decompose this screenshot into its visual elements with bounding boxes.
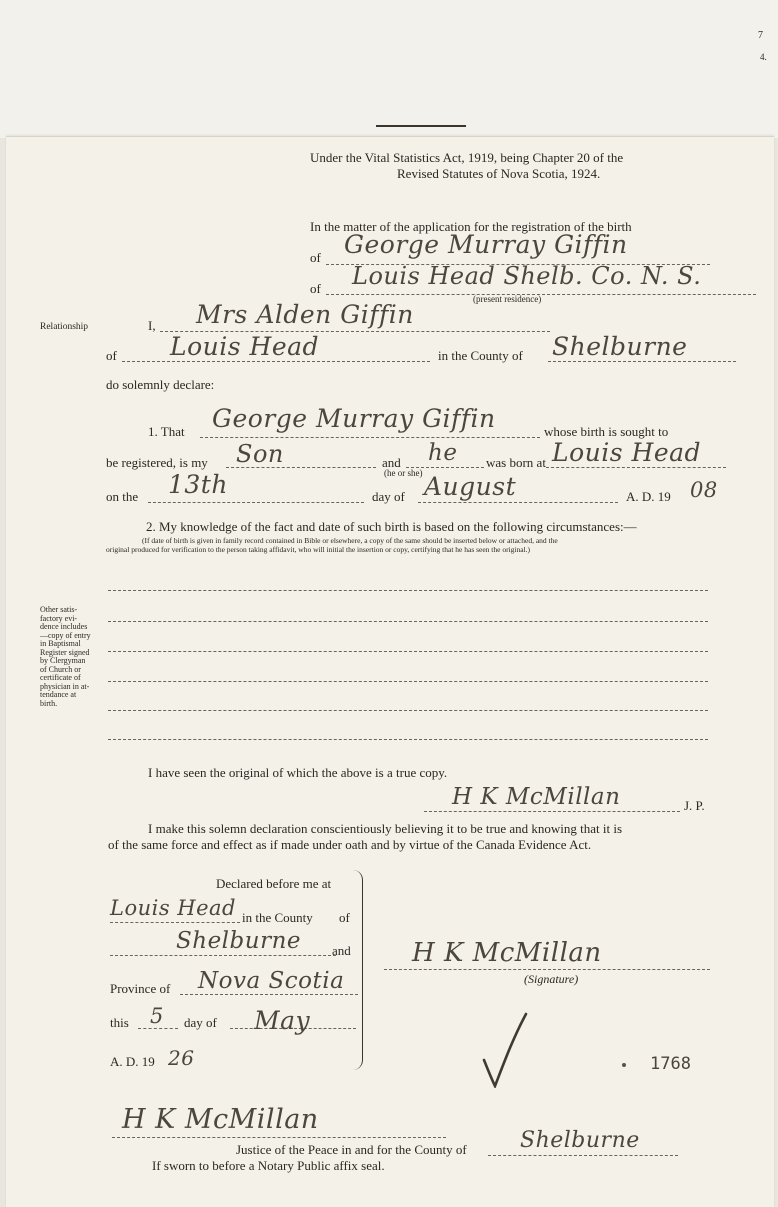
corner-mark: 7 xyxy=(758,30,763,41)
solemn-line-2: of the same force and effect as if made under oath and by virtue of the Canada Evidence Act. xyxy=(108,837,592,852)
margin-note-line: dence includes xyxy=(40,622,88,631)
declared-ad-label: A. D. 19 xyxy=(110,1054,155,1069)
declaration-form xyxy=(6,136,774,1207)
evidence-line-1 xyxy=(108,590,708,591)
justice-text: Justice of the Peace in and for the County of xyxy=(236,1142,467,1157)
declared-and-label: and xyxy=(332,943,351,958)
footer-signature-line xyxy=(112,1137,446,1138)
declared-day: 5 xyxy=(150,1004,164,1028)
declared-of-label: of xyxy=(339,910,350,925)
and-label: and xyxy=(382,455,401,470)
signature-line xyxy=(384,969,710,970)
evidence-line-4 xyxy=(108,681,708,682)
fold-line xyxy=(376,125,466,127)
item1-name-line xyxy=(200,437,540,438)
header-line-1: Under the Vital Statistics Act, 1919, being Chapter 20 of the xyxy=(310,150,624,165)
bracket xyxy=(352,870,363,1070)
of-label-1: of xyxy=(310,250,321,265)
declarant-of-label: of xyxy=(106,348,117,363)
checkmark-icon xyxy=(478,1008,538,1088)
registered-text: be registered, is my xyxy=(106,455,208,470)
declared-day-line xyxy=(138,1028,178,1029)
margin-note-line: of Church or xyxy=(40,664,81,674)
solemn-line-1: I make this solemn declaration conscientiously believing it to be true and knowing that it is xyxy=(148,821,623,836)
declared-county-label: in the County xyxy=(242,910,313,925)
residence-note: (present residence) xyxy=(473,294,542,304)
birth-day: 13th xyxy=(168,470,228,499)
declarant-name: Mrs Alden Giffin xyxy=(196,300,414,329)
this-label: this xyxy=(110,1015,129,1030)
copy-signature: H K McMillan xyxy=(452,784,621,810)
day-of-label: day of xyxy=(372,489,405,504)
province: Nova Scotia xyxy=(198,968,345,994)
jp-label: J. P. xyxy=(684,798,705,813)
margin-note-line: Other satis- xyxy=(40,605,78,614)
whose-text: whose birth is sought to xyxy=(544,424,669,439)
copy-signature-line xyxy=(424,811,680,812)
declare-text: do solemnly declare: xyxy=(106,377,215,392)
born-at-text: was born at xyxy=(486,455,546,470)
margin-note-line: certificate of xyxy=(40,673,81,682)
relationship-label: Relationship xyxy=(40,322,89,332)
margin-note-line: in Baptismal xyxy=(40,639,81,648)
margin-note-line: Register signed xyxy=(40,647,90,657)
declared-day-of-label: day of xyxy=(184,1015,217,1030)
item2-text: 2. My knowledge of the fact and date of such birth is based on the following circumstances:— xyxy=(146,519,637,534)
margin-note-line: factory evi- xyxy=(40,613,78,623)
birth-year: 08 xyxy=(690,478,718,502)
file-dot xyxy=(622,1063,626,1067)
that-label: 1. That xyxy=(148,424,185,439)
declarant-county-line xyxy=(548,361,736,362)
item2-note-2: original produced for verification to the person taking affidavit, who will initial the insertion or copy, certifying that he has seen the original.) xyxy=(106,545,531,554)
i-label: I, xyxy=(148,318,156,333)
declarant-place-line xyxy=(122,361,430,362)
pronoun: he xyxy=(428,440,458,466)
declared-county-line xyxy=(110,955,336,956)
ad-label: A. D. 19 xyxy=(626,489,671,504)
footer-signature: H K McMillan xyxy=(122,1104,319,1135)
margin-note-line: physician in at- xyxy=(40,681,90,691)
margin-note-line: by Clergyman xyxy=(40,656,86,665)
declared-place-line xyxy=(110,922,240,923)
province-line xyxy=(180,994,358,995)
relation: Son xyxy=(236,440,284,468)
birthplace-line xyxy=(546,467,726,468)
month-line xyxy=(418,502,618,503)
residence: Louis Head Shelb. Co. N. S. xyxy=(352,262,702,290)
signature-label: (Signature) xyxy=(524,972,579,986)
birthplace: Louis Head xyxy=(552,438,702,467)
declarant-county: Shelburne xyxy=(552,332,688,361)
pronoun-note: (he or she) xyxy=(384,468,423,478)
declarant-signature: H K McMillan xyxy=(412,938,602,968)
item2-note-1: (If date of birth is given in family record contained in Bible or elsewhere, a copy of the same should be inserted below or attached, and the xyxy=(142,536,558,545)
margin-note-line: birth. xyxy=(40,698,58,708)
evidence-line-3 xyxy=(108,651,708,652)
evidence-line-2 xyxy=(108,621,708,622)
footer-county-line xyxy=(488,1155,678,1156)
declarant-place: Louis Head xyxy=(170,332,320,361)
province-label: Province of xyxy=(110,981,171,996)
child-name: George Murray Giffin xyxy=(344,230,628,259)
notary-text: If sworn to before a Notary Public affix seal. xyxy=(152,1158,385,1173)
declared-before: Declared before me at xyxy=(216,876,332,891)
margin-note xyxy=(40,606,91,708)
copy-text: I have seen the original of which the above is a true copy. xyxy=(148,765,448,780)
on-the-label: on the xyxy=(106,489,139,504)
birth-month: August xyxy=(424,472,517,501)
matter-intro: In the matter of the application for the registration of the birth xyxy=(310,219,632,234)
day-line xyxy=(148,502,364,503)
margin-note-line: tendance at xyxy=(40,690,77,699)
declared-place: Louis Head xyxy=(110,896,236,920)
declarant-county-label: in the County of xyxy=(438,348,523,363)
declared-county: Shelburne xyxy=(176,928,301,954)
declared-month: May xyxy=(254,1006,311,1035)
margin-note-line: —copy of entry xyxy=(40,630,91,640)
footer-county: Shelburne xyxy=(520,1128,640,1153)
file-number: 1768 xyxy=(650,1054,691,1074)
corner-mark-2: 4. xyxy=(760,52,767,62)
header-line-2: Revised Statutes of Nova Scotia, 1924. xyxy=(397,166,601,181)
item1-name: George Murray Giffin xyxy=(212,404,496,433)
declared-year: 26 xyxy=(168,1046,195,1070)
evidence-line-6 xyxy=(108,739,708,740)
of-label-2: of xyxy=(310,281,321,296)
top-paper-strip xyxy=(0,0,778,138)
evidence-line-5 xyxy=(108,710,708,711)
